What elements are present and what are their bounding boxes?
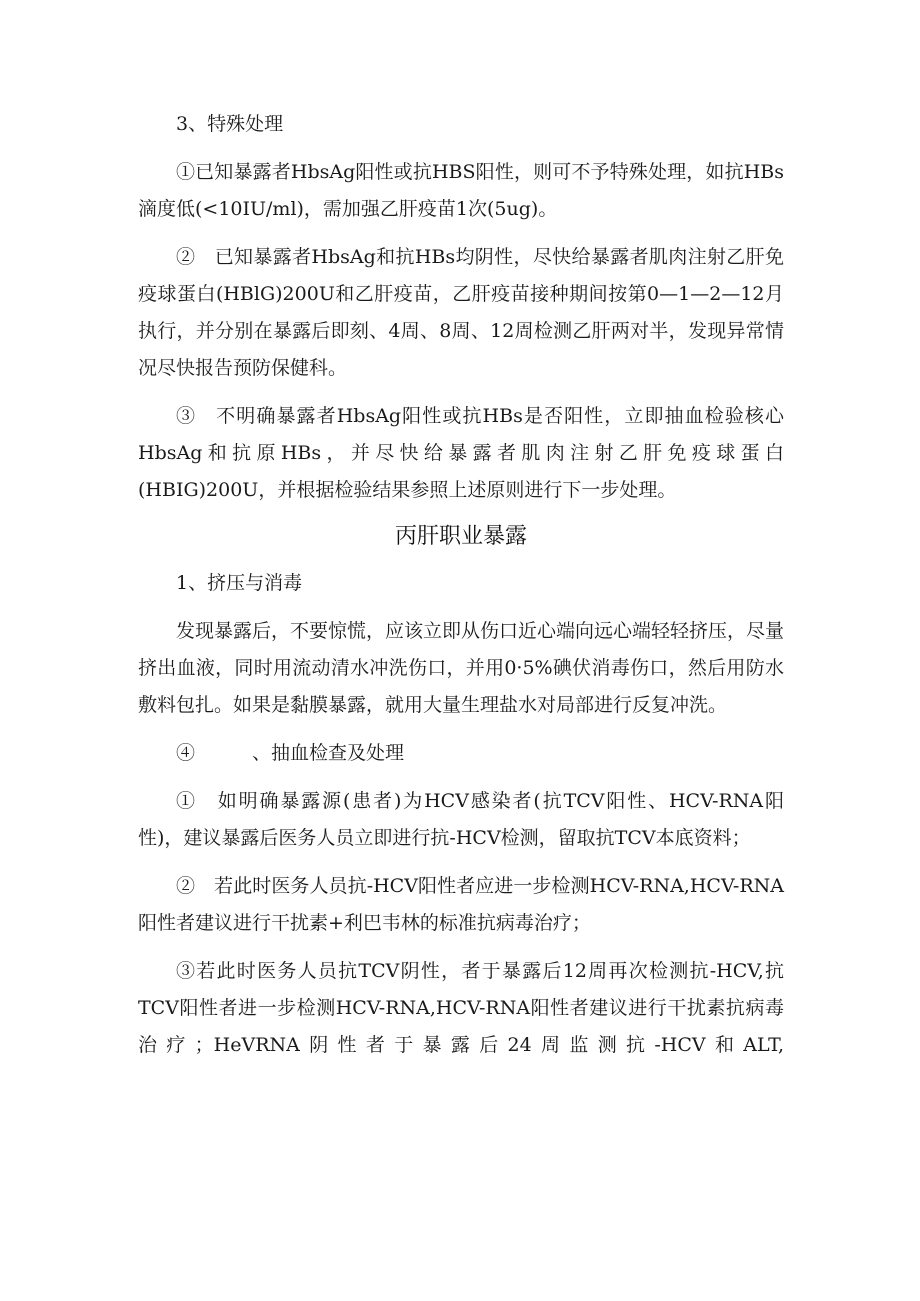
paragraph-hcv-staff-positive: ② 若此时医务人员抗-HCV阳性者应进一步检测HCV-RNA,HCV-RNA阳性者建议进行干扰素+利巴韦林的标准抗病毒治疗； — [138, 875, 784, 934]
section-title-hcv-exposure: 丙肝职业暴露 — [394, 524, 527, 549]
paragraph-hbv-positive: ①已知暴露者HbsAg阳性或抗HBS阳性，则可不予特殊处理，如抗HBs滴度低(<10IU/ml)，需加强乙肝疫苗1次(5ug)。 — [138, 161, 784, 220]
paragraph-hcv-source-confirmed: ① 如明确暴露源(患者)为HCV感染者(抗TCV阳性、HCV-RNA阳性)，建议暴露后医务人员立即进行抗-HCV检测，留取抗TCV本底资料； — [138, 790, 784, 849]
paragraph-hbv-unknown: ③ 不明确暴露者HbsAg阳性或抗HBs是否阳性，立即抽血检验核心HbsAg和抗原HBs，并尽快给暴露者肌肉注射乙肝免疫球蛋白(HBIG)200U，并根据检验结果参照上述原则进行下一步处理。 — [138, 405, 784, 501]
paragraph-first-aid: 发现暴露后，不要惊慌，应该立即从伤口近心端向远心端轻轻挤压，尽量挤出血液，同时用流动清水冲洗伤口，并用0·5%碘伏消毒伤口，然后用防水敷料包扎。如果是黏膜暴露，就用大量生理盐水对局部进行反复冲洗。 — [138, 620, 785, 716]
paragraph-hbv-negative: ② 已知暴露者HbsAg和抗HBs均阴性，尽快给暴露者肌肉注射乙肝免疫球蛋白(HBlG)200U和乙肝疫苗，乙肝疫苗接种期间按第0—1—2—12月执行，并分别在暴露后即刻、4周、8周、12周检测乙肝两对半，发现异常情况尽快报告预防保健科。 — [138, 246, 784, 379]
document-body — [138, 106, 784, 1064]
subheading-squeeze-disinfect: 1、挤压与消毒 — [176, 572, 303, 594]
subheading-blood-test: ④ 、抽血检查及处理 — [176, 742, 405, 764]
subheading-special-treatment: 3、特殊处理 — [176, 113, 284, 135]
paragraph-hcv-staff-negative: ③若此时医务人员抗TCV阴性，者于暴露后12周再次检测抗-HCV,抗TCV阳性者进一步检测HCV-RNA,HCV-RNA阳性者建议进行干扰素抗病毒治疗；HeVRNA阴性者于暴露后24周监测抗-HCV和ALT, — [138, 960, 784, 1056]
